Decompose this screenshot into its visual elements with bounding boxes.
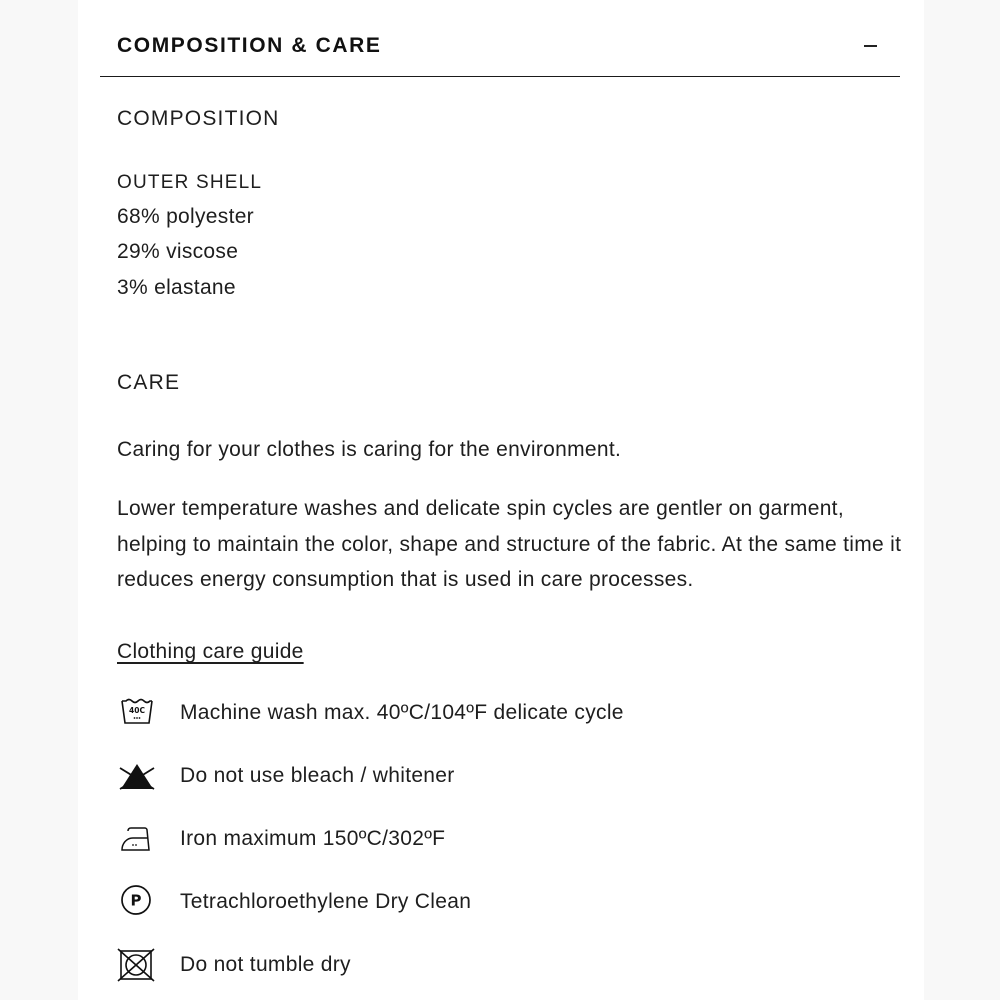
composition-heading: COMPOSITION — [117, 107, 280, 130]
accordion-title: COMPOSITION & CARE — [117, 34, 382, 57]
accordion-header[interactable] — [100, 0, 900, 77]
care-instruction-label: Do not tumble dry — [180, 953, 351, 976]
care-instruction-label: Machine wash max. 40ºC/104ºF delicate cycle — [180, 701, 624, 724]
care-instruction-row — [117, 693, 817, 733]
no-bleach-icon — [117, 756, 157, 796]
svg-text:40C: 40C — [129, 706, 145, 715]
svg-text:P: P — [130, 891, 142, 910]
material-line: 68% polyester — [117, 205, 254, 228]
minus-icon[interactable] — [860, 30, 882, 52]
no-tumble-dry-icon — [117, 945, 157, 985]
care-instruction-row — [117, 945, 817, 985]
dry-clean-p-icon — [117, 882, 157, 922]
care-instruction-label: Tetrachloroethylene Dry Clean — [180, 890, 472, 913]
care-instruction-label: Do not use bleach / whitener — [180, 764, 455, 787]
care-heading: CARE — [117, 371, 181, 394]
material-line: 29% viscose — [117, 240, 239, 263]
machine-wash-40-icon — [117, 693, 157, 733]
care-instruction-label: Iron maximum 150ºC/302ºF — [180, 827, 446, 850]
composition-care-panel — [78, 0, 924, 1000]
care-instruction-row — [117, 819, 817, 859]
material-line: 3% elastane — [117, 276, 236, 299]
clothing-care-guide-link[interactable]: Clothing care guide — [117, 640, 304, 663]
care-description: Lower temperature washes and delicate spin cycles are gentler on garment, helping to maintain the color, shape and structure of the fabric. At the same time it reduces energy consumption that is used in care processes. — [117, 497, 902, 591]
iron-150-icon — [117, 819, 157, 859]
outer-shell-label: OUTER SHELL — [117, 172, 263, 193]
care-instruction-row — [117, 882, 817, 922]
care-instruction-row — [117, 756, 817, 796]
care-intro: Caring for your clothes is caring for the environment. — [117, 438, 622, 461]
